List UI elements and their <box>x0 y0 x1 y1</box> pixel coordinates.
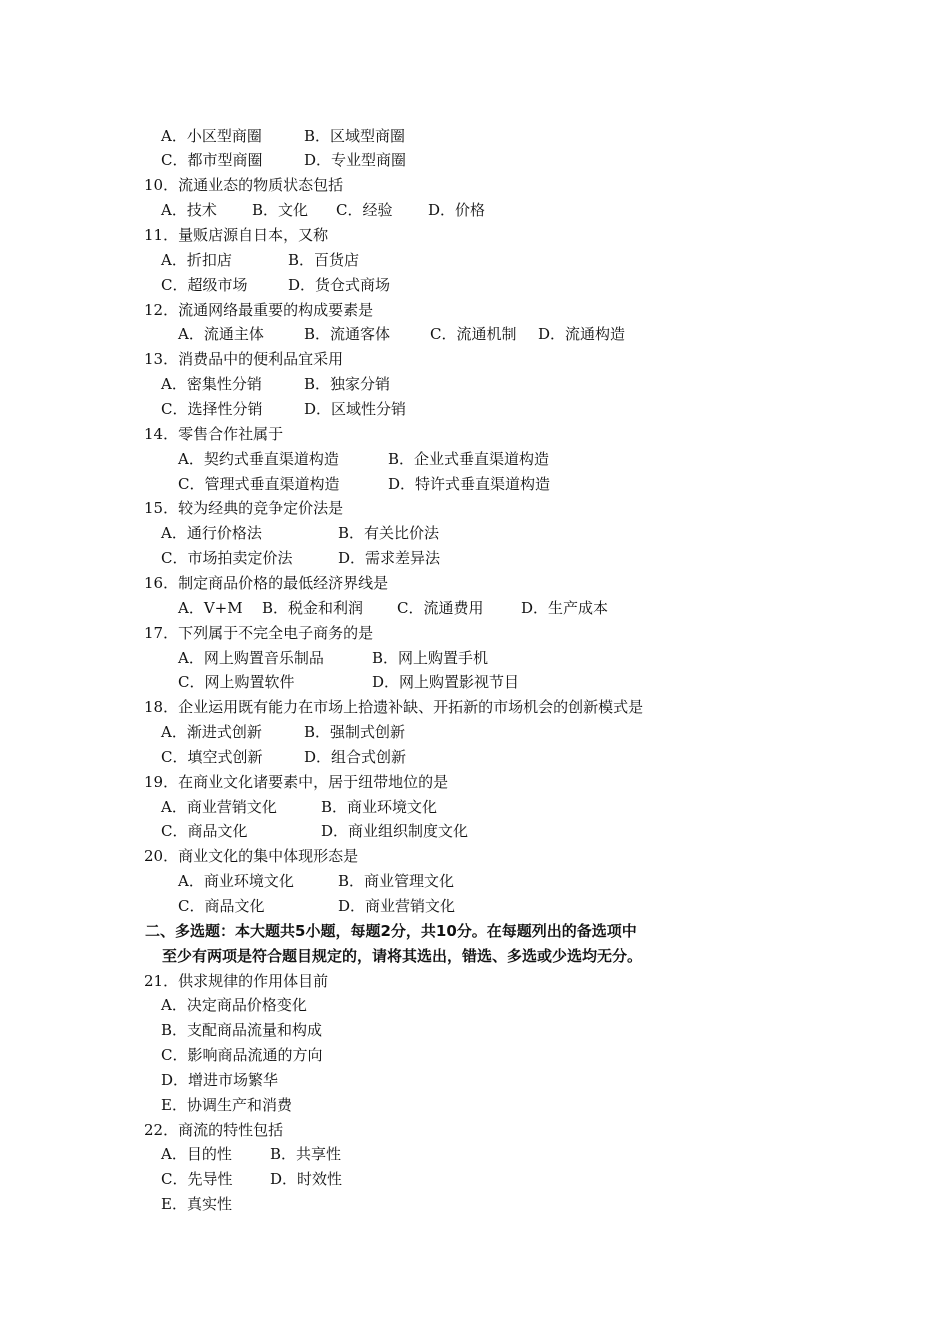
question-text: 21．供求规律的作用体目前 <box>144 971 329 990</box>
options-row <box>0 1167 950 1192</box>
answer-option: B．支配商品流量和构成 <box>161 1021 323 1040</box>
answer-option: A．技术 <box>161 201 217 220</box>
answer-option: A．商业营销文化 <box>161 797 277 816</box>
answer-option: D．需求差异法 <box>338 549 441 568</box>
answer-option: A．网上购置音乐制品 <box>178 648 324 667</box>
answer-option: D．区域性分销 <box>304 400 407 418</box>
answer-option: B．强制式创新 <box>304 723 406 741</box>
options-row <box>0 596 950 621</box>
answer-option: D．货仓式商场 <box>288 275 391 294</box>
question-text: 18．企业运用既有能力在市场上拾遗补缺、开拓新的市场机会的创新模式是 <box>144 698 644 717</box>
options-row <box>0 745 950 770</box>
question-text: 11．量贩店源自日本，又称 <box>144 226 329 244</box>
answer-option: D．组合式创新 <box>304 747 407 766</box>
answer-option: A．密集性分销 <box>161 375 262 394</box>
options-row <box>0 546 950 571</box>
question-stem <box>0 844 950 869</box>
answer-option: D．商业组织制度文化 <box>321 822 469 841</box>
question-stem <box>0 1118 950 1143</box>
answer-option: B．文化 <box>252 201 309 220</box>
options-row <box>0 819 950 844</box>
answer-option: B．税金和利润 <box>262 598 364 617</box>
answer-option: B．网上购置手机 <box>372 648 489 667</box>
options-row <box>0 1068 950 1093</box>
answer-option: D．流通构造 <box>538 325 626 344</box>
answer-option: C．管理式垂直渠道构造 <box>178 474 340 493</box>
question-text: 12．流通网络最重要的构成要素是 <box>144 300 374 319</box>
answer-option: C．影响商品流通的方向 <box>161 1046 323 1064</box>
answer-option: A．V+M <box>178 598 243 617</box>
answer-option: A．渐进式创新 <box>161 723 262 741</box>
answer-option: C．超级市场 <box>161 275 248 294</box>
answer-option: D．增进市场繁华 <box>161 1070 279 1089</box>
question-text: 19．在商业文化诸要素中，居于纽带地位的是 <box>144 772 449 791</box>
question-stem <box>0 571 950 596</box>
options-row <box>0 124 950 149</box>
answer-option: D．特许式垂直渠道构造 <box>388 474 551 493</box>
answer-option: A．折扣店 <box>161 250 232 269</box>
question-text: 20．商业文化的集中体现形态是 <box>144 847 359 866</box>
answer-option: C．网上购置软件 <box>178 673 295 692</box>
answer-option: B．企业式垂直渠道构造 <box>388 449 550 468</box>
options-row <box>0 646 950 671</box>
question-stem <box>0 173 950 198</box>
question-stem <box>0 969 950 994</box>
answer-option: C．先导性 <box>161 1170 233 1189</box>
answer-option: A．流通主体 <box>178 325 264 344</box>
options-row <box>0 720 950 745</box>
answer-option: B．区域型商圈 <box>304 126 406 145</box>
answer-option: A．决定商品价格变化 <box>161 996 307 1015</box>
answer-option: C．流通费用 <box>397 598 484 617</box>
question-text: 22．商流的特性包括 <box>144 1120 284 1139</box>
question-stem <box>0 422 950 447</box>
section-heading <box>0 944 950 969</box>
options-row <box>0 248 950 273</box>
answer-option: E．协调生产和消费 <box>161 1095 292 1114</box>
question-stem <box>0 223 950 248</box>
answer-option: C．商品文化 <box>161 822 248 841</box>
answer-option: C．选择性分销 <box>161 400 263 418</box>
question-text: 10．流通业态的物质状态包括 <box>144 176 344 195</box>
answer-option: D．价格 <box>428 201 486 220</box>
options-row <box>0 447 950 472</box>
options-row <box>0 1142 950 1167</box>
answer-option: A．目的性 <box>161 1145 232 1164</box>
answer-option: B．商业管理文化 <box>338 872 455 891</box>
answer-option: B．商业环境文化 <box>321 797 438 816</box>
options-row <box>0 1043 950 1068</box>
options-row <box>0 397 950 422</box>
answer-option: B．有关比价法 <box>338 524 440 543</box>
question-text: 16．制定商品价格的最低经济界线是 <box>144 573 389 592</box>
options-row <box>0 472 950 497</box>
answer-option: C．都市型商圈 <box>161 151 263 170</box>
section-heading <box>0 919 950 944</box>
options-row <box>0 869 950 894</box>
answer-option: D．时效性 <box>270 1170 343 1189</box>
answer-option: B．共享性 <box>270 1145 342 1164</box>
answer-option: A．通行价格法 <box>161 524 262 543</box>
question-stem <box>0 298 950 323</box>
answer-option: D．网上购置影视节目 <box>372 673 520 692</box>
question-stem <box>0 621 950 646</box>
answer-option: C．市场拍卖定价法 <box>161 549 293 568</box>
answer-option: D．生产成本 <box>521 598 609 617</box>
options-row <box>0 993 950 1018</box>
question-text: 14．零售合作社属于 <box>144 424 284 443</box>
answer-option: C．经验 <box>336 201 393 220</box>
question-stem <box>0 496 950 521</box>
question-text: 15．较为经典的竞争定价法是 <box>144 499 344 518</box>
answer-option: A．契约式垂直渠道构造 <box>178 449 339 468</box>
options-row <box>0 322 950 347</box>
answer-option: D．商业营销文化 <box>338 897 456 915</box>
answer-option: E．真实性 <box>161 1195 232 1214</box>
section-heading-text: 二、多选题：本大题共5小题，每题2分，共10分。在每题列出的备选项中 <box>145 921 637 940</box>
answer-option: A．小区型商圈 <box>161 126 262 145</box>
options-row <box>0 670 950 695</box>
options-row <box>0 148 950 173</box>
question-stem <box>0 770 950 795</box>
answer-option: B．百货店 <box>288 250 360 269</box>
options-row <box>0 1192 950 1217</box>
answer-option: A．商业环境文化 <box>178 872 294 891</box>
options-row <box>0 521 950 546</box>
options-row <box>0 273 950 298</box>
question-text: 13．消费品中的便利品宜采用 <box>144 350 344 369</box>
options-row <box>0 198 950 223</box>
options-row <box>0 1018 950 1043</box>
answer-option: B．独家分销 <box>304 375 391 394</box>
question-stem <box>0 695 950 720</box>
answer-option: C．流通机制 <box>430 325 517 344</box>
answer-option: B．流通客体 <box>304 325 391 344</box>
answer-option: C．填空式创新 <box>161 747 263 766</box>
section-heading-text: 至少有两项是符合题目规定的，请将其选出，错选、多选或少选均无分。 <box>162 946 643 965</box>
options-row <box>0 372 950 397</box>
options-row <box>0 795 950 820</box>
answer-option: D．专业型商圈 <box>304 151 407 170</box>
options-row <box>0 1093 950 1118</box>
options-row <box>0 894 950 919</box>
question-stem <box>0 347 950 372</box>
answer-option: C．商品文化 <box>178 897 265 915</box>
question-text: 17．下列属于不完全电子商务的是 <box>144 623 374 642</box>
